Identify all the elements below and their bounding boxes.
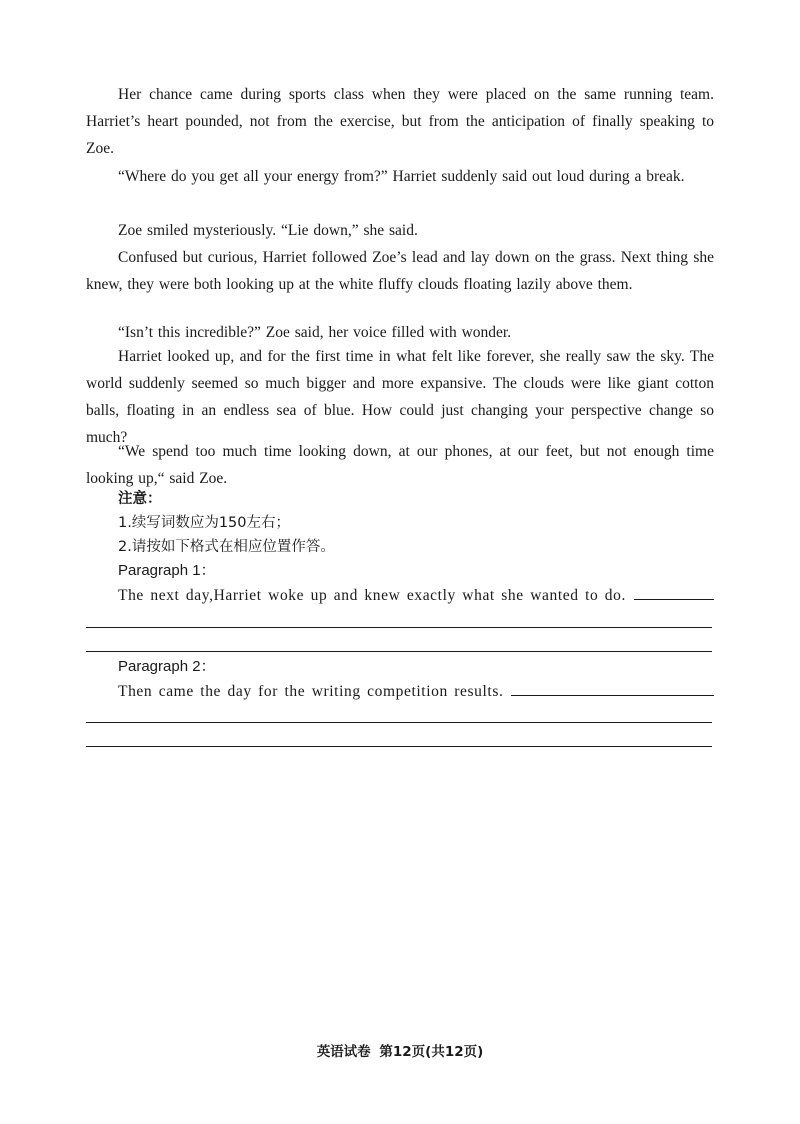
paragraph-1-label: Paragraph 1：: [118, 562, 216, 579]
paragraph-2-label: Paragraph 2：: [118, 658, 216, 675]
paragraph-1-answer-line-1[interactable]: [86, 627, 712, 628]
paragraph-1-prompt: The next day,Harriet woke up and knew exactly what she wanted to do.: [118, 587, 626, 604]
paragraph-2-answer-blank[interactable]: [511, 681, 714, 696]
paragraph-1-prompt-row: [118, 584, 714, 608]
notes-item-1: 1.续写词数应为150左右；: [118, 515, 291, 531]
paragraph-2-answer-line-2[interactable]: [86, 746, 712, 747]
page-footer: 英语试卷 第12页(共12页): [316, 1044, 484, 1060]
story-paragraph-6: Harriet looked up, and for the first time in what felt like forever, she really saw the sky. The world suddenly seemed so much bigger and more expansive. The clouds were like giant cotton balls, floating in an endless sea of blue. How could just changing your perspective change so much?: [86, 348, 714, 446]
paragraph-1-answer-blank[interactable]: [634, 585, 714, 600]
notes-item-2: 2.请按如下格式在相应位置作答。: [118, 539, 335, 555]
paragraph-2-answer-line-1[interactable]: [86, 722, 712, 723]
story-paragraph-1: Her chance came during sports class when they were placed on the same running team. Harriet’s heart pounded, not from the exercise, but from the anticipation of finally speaking to Zoe.: [86, 86, 714, 157]
paragraph-2-prompt: Then came the day for the writing competition results.: [118, 683, 504, 700]
paragraph-1-answer-line-2[interactable]: [86, 651, 712, 652]
paragraph-2-prompt-row: [118, 680, 714, 704]
notes-heading: 注意：: [118, 491, 162, 507]
story-paragraph-5: “Isn’t this incredible?” Zoe said, her voice filled with wonder.: [118, 324, 512, 341]
story-paragraph-4: Confused but curious, Harriet followed Zoe’s lead and lay down on the grass. Next thing she knew, they were both looking up at the white fluffy clouds floating lazily above them.: [86, 249, 714, 293]
story-paragraph-7: “We spend too much time looking down, at our phones, at our feet, but not enough time looking up,“ said Zoe.: [86, 443, 714, 487]
story-paragraph-3: Zoe smiled mysteriously. “Lie down,” she said.: [118, 222, 418, 239]
story-paragraph-2: “Where do you get all your energy from?” Harriet suddenly said out loud during a break.: [118, 168, 685, 185]
